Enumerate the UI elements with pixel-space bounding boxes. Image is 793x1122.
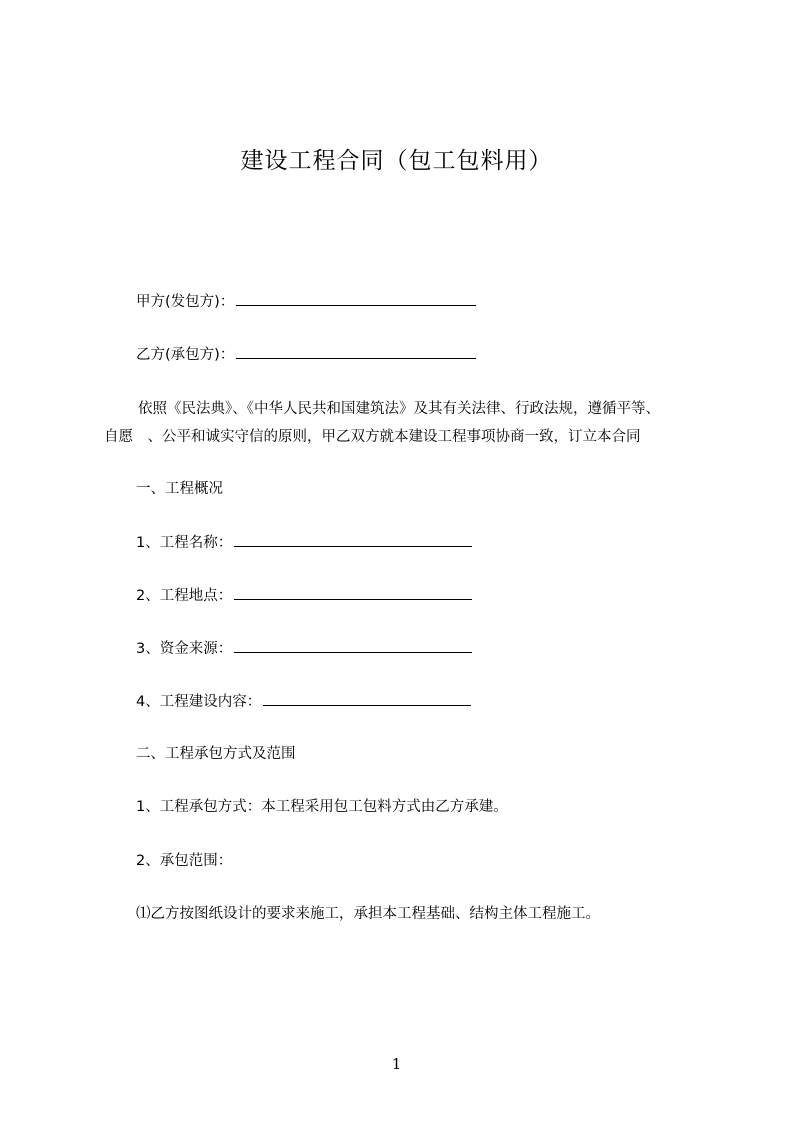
project-name-blank [234,532,472,547]
construction-content-line [136,691,471,712]
document-title: 建设工程合同（包工包料用） [240,148,553,174]
project-location-label: 2、工程地点： [136,588,233,604]
preamble-line-2: 自愿 、公平和诚实守信的原则，甲乙双方就本建设工程事项协商一致，订立本合同 [104,429,641,445]
project-location-line [136,585,472,606]
funding-source-blank [234,638,472,653]
project-name-line [136,532,472,553]
contract-scope-line: 2、承包范围： [136,853,233,869]
construction-content-label: 4、工程建设内容： [136,694,262,710]
project-location-blank [234,585,472,600]
party-b-blank [236,344,476,359]
party-b-line [136,344,476,365]
funding-source-line [136,638,472,659]
page-number: 1 [391,1055,402,1073]
project-name-label: 1、工程名称： [136,535,233,551]
party-a-blank [236,291,476,306]
section-2-heading: 二、工程承包方式及范围 [136,746,296,762]
contract-method-line: 1、工程承包方式：本工程采用包工包料方式由乙方承建。 [136,799,508,815]
party-b-label: 乙方(承包方)： [136,347,235,363]
construction-content-blank [263,691,471,706]
party-a-line [136,291,476,312]
preamble-line-1: 依照《民法典》、《中华人民共和国建筑法》及其有关法律、行政法规，遵循平等、 [138,401,660,417]
party-a-label: 甲方(发包方)： [136,294,235,310]
scope-sub-item-1: ⑴乙方按图纸设计的要求来施工，承担本工程基础、结构主体工程施工。 [136,906,600,922]
section-1-heading: 一、工程概况 [136,481,223,497]
funding-source-label: 3、资金来源： [136,641,233,657]
